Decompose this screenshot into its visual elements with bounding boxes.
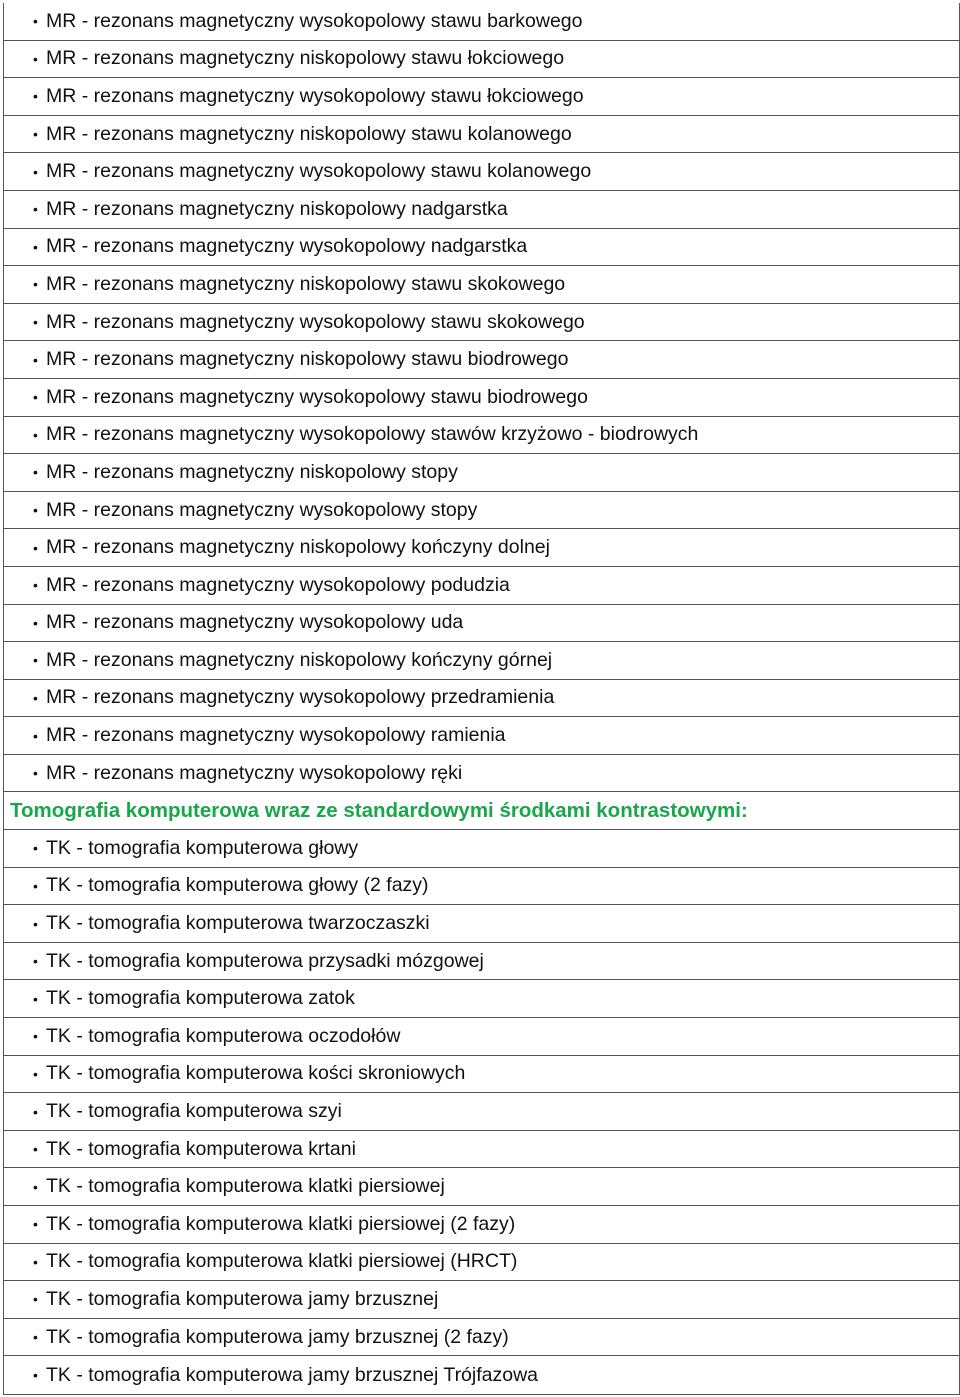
list-item-label: MR - rezonans magnetyczny niskopolowy nadgarstka (46, 197, 508, 220)
list-item-label: TK - tomografia komputerowa klatki piersiowej (HRCT) (46, 1250, 518, 1273)
list-item-label: MR - rezonans magnetyczny wysokopolowy stawu barkowego (46, 9, 583, 32)
list-item-label: TK - tomografia komputerowa jamy brzusznej (2 fazy) (46, 1325, 509, 1348)
list-item-label: MR - rezonans magnetyczny niskopolowy stawu biodrowego (46, 348, 569, 371)
list-item-label: MR - rezonans magnetyczny niskopolowy kończyny dolnej (46, 536, 550, 559)
list-item (4, 1168, 959, 1206)
list-item (4, 1244, 959, 1282)
bullet-icon: • (33, 351, 38, 368)
list-item-label: TK - tomografia komputerowa jamy brzusznej Trójfazowa (46, 1363, 539, 1386)
list-item (4, 266, 959, 304)
bullet-icon: • (33, 539, 38, 556)
list-item-label: MR - rezonans magnetyczny wysokopolowy stawu biodrowego (46, 385, 588, 408)
list-item (4, 417, 959, 455)
list-item (4, 41, 959, 79)
bullet-icon: • (33, 50, 38, 67)
list-item (4, 905, 959, 943)
list-item (4, 943, 959, 981)
bullet-icon: • (33, 1178, 38, 1195)
list-item (4, 980, 959, 1018)
list-item (4, 379, 959, 417)
list-item-label: TK - tomografia komputerowa klatki piersiowej (46, 1175, 445, 1198)
list-item (4, 492, 959, 530)
bullet-icon: • (33, 652, 38, 669)
bullet-icon: • (33, 1141, 38, 1158)
services-table (3, 3, 960, 1395)
list-item (4, 755, 959, 793)
list-item-label: TK - tomografia komputerowa jamy brzusznej (46, 1287, 439, 1310)
list-item-label: TK - tomografia komputerowa kości skroniowych (46, 1062, 466, 1085)
bullet-icon: • (33, 314, 38, 331)
bullet-icon: • (33, 1253, 38, 1270)
bullet-icon: • (33, 990, 38, 1007)
bullet-icon: • (33, 577, 38, 594)
list-item-label: MR - rezonans magnetyczny wysokopolowy stawu łokciowego (46, 84, 584, 107)
list-item-label: TK - tomografia komputerowa krtani (46, 1137, 356, 1160)
list-item (4, 153, 959, 191)
bullet-icon: • (33, 276, 38, 293)
bullet-icon: • (33, 689, 38, 706)
bullet-icon: • (33, 765, 38, 782)
bullet-icon: • (33, 163, 38, 180)
list-item (4, 1206, 959, 1244)
list-item (4, 229, 959, 267)
bullet-icon: • (33, 1291, 38, 1308)
bullet-icon: • (33, 727, 38, 744)
bullet-icon: • (33, 1103, 38, 1120)
list-item (4, 567, 959, 605)
list-item (4, 1056, 959, 1094)
bullet-icon: • (33, 1329, 38, 1346)
list-item (4, 304, 959, 342)
bullet-icon: • (33, 614, 38, 631)
bullet-icon: • (33, 126, 38, 143)
list-item (4, 116, 959, 154)
bullet-icon: • (33, 1028, 38, 1045)
list-item-label: MR - rezonans magnetyczny wysokopolowy stopy (46, 498, 478, 521)
bullet-icon: • (33, 877, 38, 894)
list-item (4, 454, 959, 492)
bullet-icon: • (33, 13, 38, 30)
list-item-label: MR - rezonans magnetyczny niskopolowy kończyny górnej (46, 648, 553, 671)
list-item (4, 1093, 959, 1131)
list-item-label: MR - rezonans magnetyczny wysokopolowy ramienia (46, 724, 506, 747)
list-item-label: MR - rezonans magnetyczny niskopolowy stawu skokowego (46, 272, 566, 295)
list-item (4, 717, 959, 755)
list-item-label: TK - tomografia komputerowa głowy (46, 836, 359, 859)
bullet-icon: • (33, 953, 38, 970)
list-item-label: MR - rezonans magnetyczny wysokopolowy stawu skokowego (46, 310, 585, 333)
bullet-icon: • (33, 1216, 38, 1233)
list-item-label: TK - tomografia komputerowa twarzoczaszki (46, 912, 430, 935)
list-item (4, 529, 959, 567)
list-item-label: MR - rezonans magnetyczny niskopolowy stawu kolanowego (46, 122, 572, 145)
bullet-icon: • (33, 88, 38, 105)
list-item (4, 642, 959, 680)
list-item (4, 341, 959, 379)
list-item-label: TK - tomografia komputerowa głowy (2 fazy) (46, 874, 429, 897)
section-header: Tomografia komputerowa wraz ze standardowymi środkami kontrastowymi: (4, 792, 959, 830)
bullet-icon: • (33, 464, 38, 481)
list-item-label: MR - rezonans magnetyczny wysokopolowy nadgarstka (46, 235, 528, 258)
bullet-icon: • (33, 840, 38, 857)
list-item (4, 1356, 959, 1394)
list-item-label: MR - rezonans magnetyczny wysokopolowy uda (46, 611, 464, 634)
list-item-label: MR - rezonans magnetyczny wysokopolowy przedramienia (46, 686, 555, 709)
list-item (4, 191, 959, 229)
list-item-label: TK - tomografia komputerowa oczodołów (46, 1024, 401, 1047)
list-item (4, 1281, 959, 1319)
list-item (4, 868, 959, 906)
list-item-label: MR - rezonans magnetyczny wysokopolowy ręki (46, 761, 463, 784)
list-item (4, 1131, 959, 1169)
list-item-label: MR - rezonans magnetyczny wysokopolowy stawów krzyżowo - biodrowych (46, 423, 699, 446)
list-item-label: MR - rezonans magnetyczny wysokopolowy podudzia (46, 573, 510, 596)
list-item (4, 830, 959, 868)
bullet-icon: • (33, 201, 38, 218)
bullet-icon: • (33, 238, 38, 255)
list-item (4, 1319, 959, 1357)
list-item-label: TK - tomografia komputerowa zatok (46, 987, 355, 1010)
bullet-icon: • (33, 915, 38, 932)
list-item-label: TK - tomografia komputerowa klatki piersiowej (2 fazy) (46, 1212, 516, 1235)
bullet-icon: • (33, 502, 38, 519)
list-item (4, 1018, 959, 1056)
list-item-label: TK - tomografia komputerowa przysadki mózgowej (46, 949, 484, 972)
list-item (4, 78, 959, 116)
list-item-label: MR - rezonans magnetyczny niskopolowy stopy (46, 460, 458, 483)
bullet-icon: • (33, 1065, 38, 1082)
list-item (4, 3, 959, 41)
list-item-label: MR - rezonans magnetyczny niskopolowy stawu łokciowego (46, 47, 565, 70)
list-item (4, 680, 959, 718)
list-item-label: MR - rezonans magnetyczny wysokopolowy stawu kolanowego (46, 160, 592, 183)
list-item-label: TK - tomografia komputerowa szyi (46, 1100, 342, 1123)
list-item (4, 605, 959, 643)
bullet-icon: • (33, 389, 38, 406)
bullet-icon: • (33, 1367, 38, 1384)
bullet-icon: • (33, 426, 38, 443)
